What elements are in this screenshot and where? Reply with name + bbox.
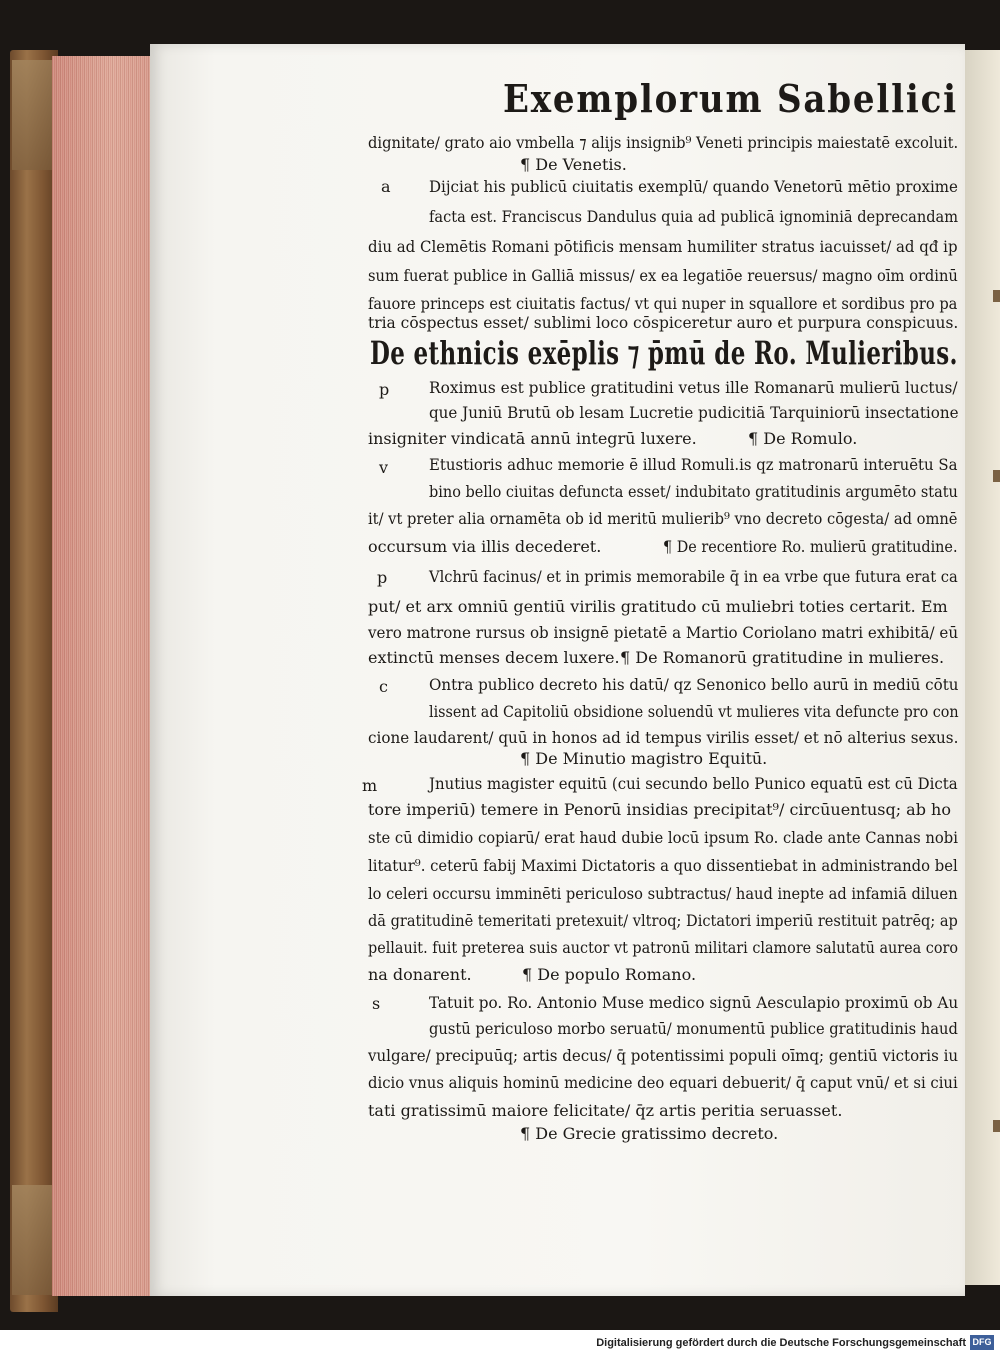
section-heading: De ethnicis exēplis ⁊ p̄mū de Ro. Mulieribus. <box>370 334 958 372</box>
text-line: Jnutius magister equitū (cui secundo bello Punico equatū est cū Dicta <box>429 774 958 793</box>
text-line: fauore princeps est ciuitatis factus/ vt qui nuper in squallore et sordibus pro pa <box>368 294 958 313</box>
cover-corner-top <box>12 60 52 170</box>
marginal-letter: m <box>362 776 378 795</box>
page-block-edge <box>52 56 152 1296</box>
dfg-logo: DFG <box>970 1335 994 1350</box>
text-line: sum fuerat publice in Galliā missus/ ex ea legatiōe reuersus/ magno oīm ordinū <box>368 266 958 285</box>
text-line: ¶ De Venetis. <box>520 155 627 174</box>
text-line: Tatuit po. Ro. Antonio Muse medico signū Aesculapio proximū ob Au <box>429 993 959 1012</box>
text-line: dicio vnus aliquis hominū medicine deo equari debuerit/ q̄ caput vnū/ et si ciui <box>368 1073 958 1092</box>
text-line: lo celeri occursu imminēti periculoso subtractus/ haud inepte ad infamiā diluen <box>368 884 958 903</box>
text-line: lissent ad Capitoliū obsidione soluendū vt mulieres vita defuncte pro con <box>429 702 959 721</box>
text-line: dā gratitudinē temeritati pretexuit/ vltroq; Dictatori imperiū restituit patrēq; ap <box>368 911 958 930</box>
text-line: cione laudarent/ quū in honos ad id tempus virilis esset/ et nō alterius sexus. <box>368 728 959 747</box>
marginal-letter: p <box>379 380 390 399</box>
marginal-letter: p <box>377 568 388 587</box>
text-line: ste cū dimidio copiarū/ erat haud dubie locū ipsum Ro. clade ante Cannas nobi <box>368 828 958 847</box>
text-line: put/ et arx omniū gentiū virilis gratitudo cū muliebri toties certarit. Em <box>368 597 948 616</box>
marginal-letter: v <box>379 458 389 477</box>
facing-page-edge <box>965 50 1000 1285</box>
marginal-letter: c <box>379 677 388 696</box>
text-line: que Juniū Brutū ob lesam Lucretie pudicitiā Tarquiniorū insectatione <box>429 403 959 422</box>
funding-credit: Digitalisierung gefördert durch die Deutsche Forschungsgemeinschaft <box>596 1337 966 1349</box>
marginal-letter: s <box>372 994 381 1013</box>
text-line: Ontra publico decreto his datū/ qz Senonico bello aurū in mediū cōtu <box>429 675 959 694</box>
book-cover <box>10 50 58 1312</box>
text-line: tati gratissimū maiore felicitate/ q̄z artis peritia seruasset. <box>368 1101 843 1120</box>
text-line: tore imperiū) temere in Penorū insidias precipitat⁹/ circūuentusq; ab ho <box>368 800 951 819</box>
inline-subheading: ¶ De Romulo. <box>748 429 858 448</box>
text-line: vulgare/ precipuūq; artis decus/ q̄ potentissimi populi oīmq; gentiū victoris iu <box>368 1046 959 1065</box>
text-line: ¶ De Grecie gratissimo decreto. <box>520 1124 779 1143</box>
inline-subheading: ¶ De recentiore Ro. mulierū gratitudine. <box>663 537 958 556</box>
footer-bar <box>0 1330 1000 1356</box>
text-line: occursum via illis decederet. <box>368 537 602 556</box>
text-line: gustū periculoso morbo seruatū/ monumentū publice gratitudinis haud <box>429 1019 958 1038</box>
text-line: diu ad Clemētis Romani pōtificis mensam humiliter stratus iacuisset/ ad qđ ip <box>368 237 958 256</box>
cover-corner-bottom <box>12 1185 52 1295</box>
text-line: insigniter vindicatā annū integrū luxere. <box>368 429 697 448</box>
text-line: na donarent. <box>368 965 472 984</box>
text-line: tria cōspectus esset/ sublimi loco cōspiceretur auro et purpura conspicuus. <box>368 313 959 332</box>
text-line: pellauit. fuit preterea suis auctor vt patronū militari clamore salutatū aurea coro <box>368 938 959 957</box>
text-line: Roximus est publice gratitudini vetus ille Romanarū mulierū luctus/ <box>429 378 958 397</box>
text-line: bino bello ciuitas defuncta esset/ indubitato gratitudinis argumēto statu <box>429 482 958 501</box>
text-line: Etustioris adhuc memorie ē illud Romuli.is qz matronarū interuētu Sa <box>429 455 958 474</box>
text-line: vero matrone rursus ob insignē pietatē a Martio Coriolano matri exhibitā/ eū <box>368 623 959 642</box>
text-line: Vlchrū facinus/ et in primis memorabile q̄ in ea vrbe que futura erat ca <box>429 567 958 586</box>
marginal-letter: a <box>381 177 391 196</box>
text-line: extinctū menses decem luxere. <box>368 648 620 667</box>
inline-subheading: ¶ De populo Romano. <box>522 965 697 984</box>
text-line: ¶ De Minutio magistro Equitū. <box>520 749 768 768</box>
text-line: it/ vt preter alia ornamēta ob id meritū mulierib⁹ vno decreto cōgesta/ ad omnē <box>368 509 958 528</box>
text-line: litatur⁹. ceterū fabij Maximi Dictatoris a quo dissentiebat in administrando bel <box>368 856 958 875</box>
text-line: facta est. Franciscus Dandulus quia ad publicā ignominiā deprecandam <box>429 207 959 226</box>
inline-subheading: ¶ De Romanorū gratitudine in mulieres. <box>620 648 945 667</box>
text-line: Dijciat his publicū ciuitatis exemplū/ quando Venetorū mētio proxime <box>429 177 958 196</box>
text-line: dignitate/ grato aio vmbella ⁊ alijs insignib⁹ Veneti principis maiestatē excoluit. <box>368 133 959 152</box>
running-header: Exemplorum Sabellici <box>503 76 958 121</box>
